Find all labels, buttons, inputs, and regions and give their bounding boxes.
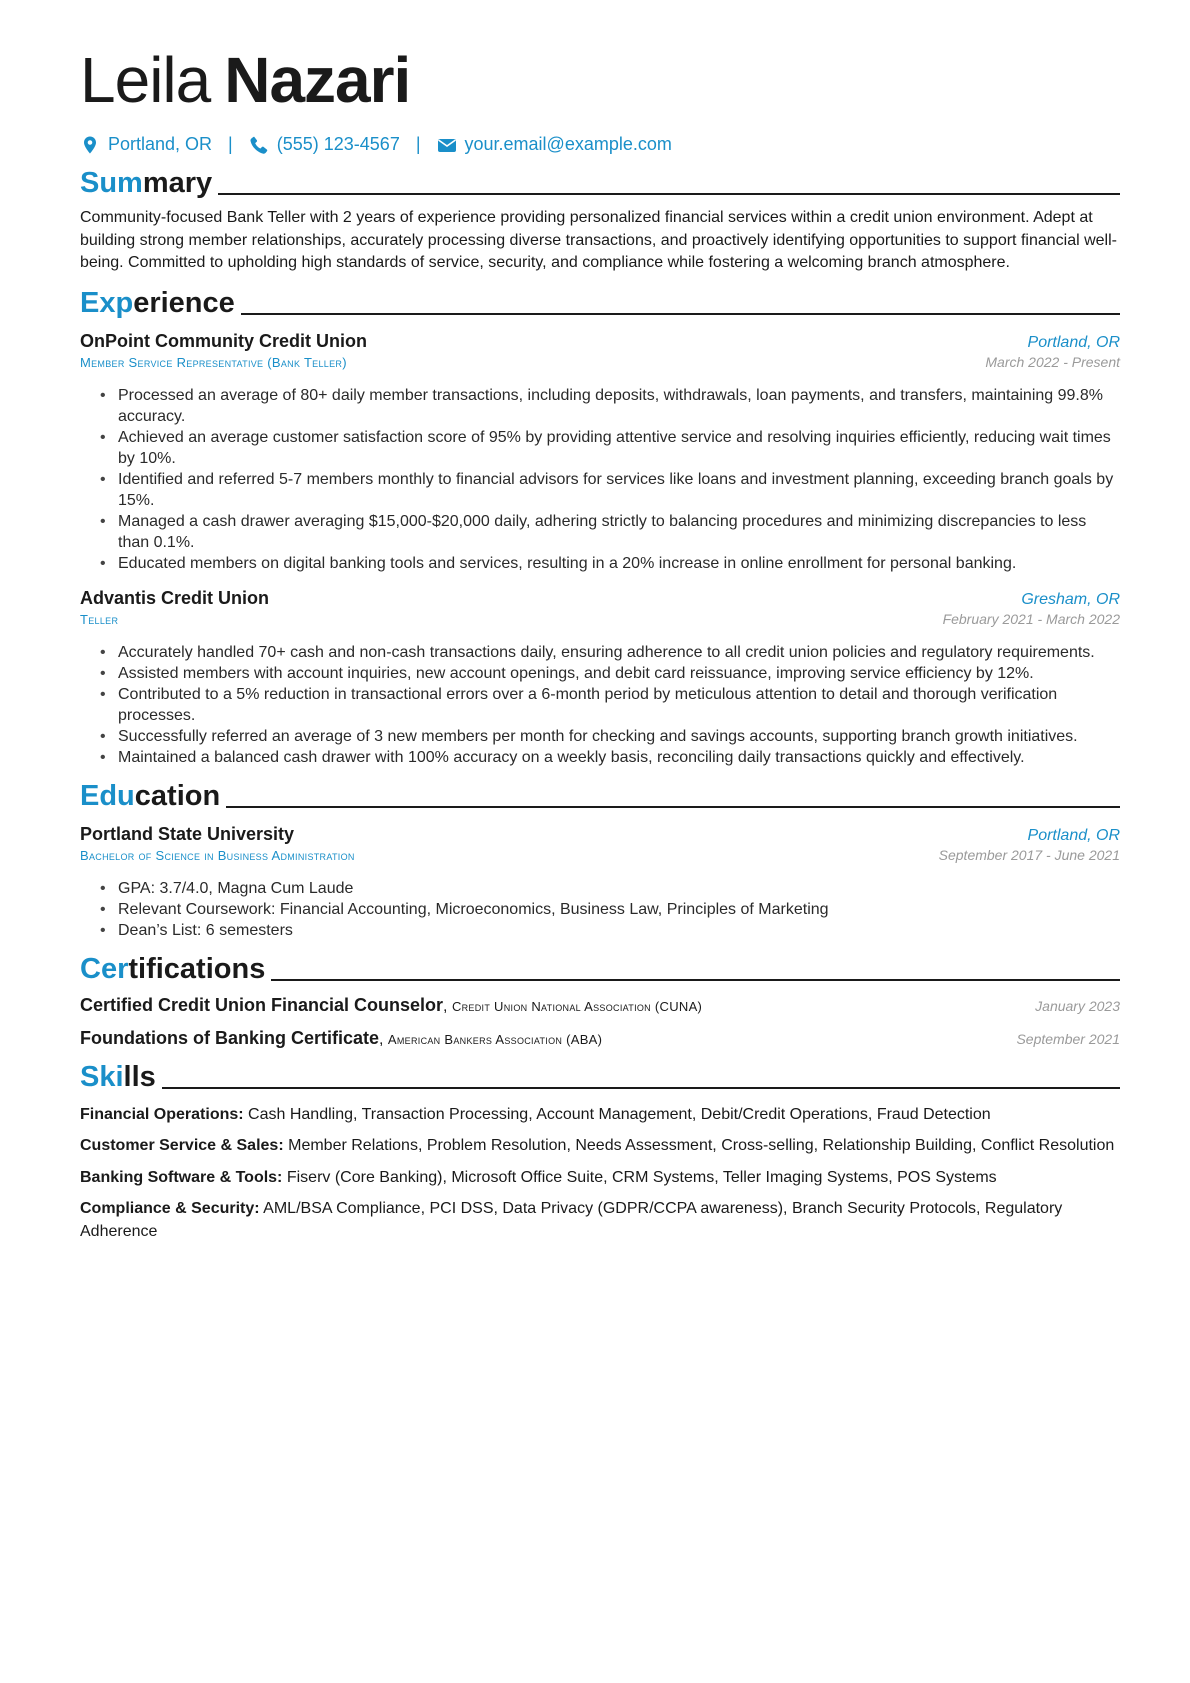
list-item: • Dean’s List: 6 semesters	[100, 920, 1120, 941]
certification-item: Foundations of Banking Certificate, American Bankers Association (ABA) September 2021	[80, 1027, 1120, 1048]
email-link: your.email@example.com	[464, 134, 672, 154]
job-dates: March 2022 - Present	[985, 353, 1120, 370]
section-education-heading	[80, 774, 1120, 814]
certification-name: Certified Credit Union Financial Counselor	[80, 994, 444, 1015]
job-title: Member Service Representative (Bank Teller)	[80, 354, 347, 370]
list-item: • Contributed to a 5% reduction in transactional errors over a 6-month period by meticulous attention to detail and thorough verification processes.	[100, 684, 1120, 726]
certification-date: September 2021	[1016, 1030, 1120, 1047]
skill-category: Compliance & Security:	[80, 1200, 260, 1217]
certification-issuer: Credit Union National Association (CUNA)	[451, 998, 703, 1014]
experience-entry	[80, 586, 1120, 768]
map-pin-icon	[80, 135, 100, 155]
list-item: • Educated members on digital banking tools and services, resulting in a 20% increase in online enrollment for personal banking.	[100, 553, 1120, 574]
skill-values: Member Relations, Problem Resolution, Needs Assessment, Cross-selling, Relationship Building, Conflict Resolution	[288, 1137, 1115, 1154]
resume-page	[80, 40, 1120, 1243]
skill-row	[80, 1135, 1120, 1158]
school-name: Portland State University	[80, 823, 295, 844]
contact-phone[interactable]	[249, 134, 400, 155]
summary-text: Community-focused Bank Teller with 2 years of experience providing personalized financial services within a credit union environment. Adept at building strong member relationships, accurately processing diverse transactions, and proactively identifying opportunities to support financial well-being. Committed to upholding high standards of service, security, and compliance while fostering a welcoming branch atmosphere.	[80, 209, 1117, 271]
bullet-list	[80, 385, 1120, 574]
list-item: • GPA: 3.7/4.0, Magna Cum Laude	[100, 878, 1120, 899]
list-item: • Maintained a balanced cash drawer with 100% accuracy on a weekly basis, reconciling daily transactions quickly and effectively.	[100, 747, 1120, 768]
section-summary-heading	[80, 161, 1120, 201]
candidate-name	[80, 40, 1120, 120]
bullet-list	[80, 642, 1120, 768]
list-item: • Relevant Coursework: Financial Accounting, Microeconomics, Business Law, Principles of Marketing	[100, 899, 1120, 920]
certification-date: January 2023	[1035, 997, 1120, 1014]
contact-separator: |	[415, 134, 421, 154]
skill-category: Financial Operations:	[80, 1105, 244, 1123]
contact-separator: |	[228, 134, 233, 154]
certification-item: Certified Credit Union Financial Counselor, Credit Union National Association (CUNA) January 2023	[80, 994, 1120, 1015]
contact-bar	[80, 134, 1120, 155]
section-divider	[241, 313, 1120, 315]
section-certifications-heading	[80, 947, 1120, 987]
last-name: Nazari	[224, 44, 411, 116]
skill-values: Cash Handling, Transaction Processing, Account Management, Debit/Credit Operations, Fraud Detection	[248, 1105, 991, 1123]
section-divider	[218, 193, 1120, 195]
employer-name: Advantis Credit Union	[80, 587, 270, 608]
section-title: Education	[80, 779, 221, 812]
skill-category: Customer Service & Sales:	[80, 1137, 284, 1154]
list-item: • Managed a cash drawer averaging $15,000-$20,000 daily, adhering strictly to balancing procedures and minimizing discrepancies to less than 0.1%.	[100, 511, 1120, 553]
job-title: Teller	[80, 611, 119, 627]
skill-category: Banking Software & Tools:	[80, 1168, 283, 1186]
employer-location: Portland, OR	[1027, 333, 1120, 351]
education-dates: September 2017 - June 2021	[938, 846, 1120, 863]
section-divider	[162, 1087, 1120, 1089]
skill-row	[80, 1167, 1120, 1190]
first-name: Leila	[80, 44, 211, 116]
experience-entry	[80, 329, 1120, 574]
degree-title: Bachelor of Science in Business Administration	[80, 847, 355, 863]
section-title: Summary	[80, 167, 213, 199]
skill-values: AML/BSA Compliance, PCI DSS, Data Privacy (GDPR/CCPA awareness), Branch Security Protocols, Regulatory Adherence	[80, 1200, 1063, 1240]
contact-location	[80, 134, 212, 155]
employer-name: OnPoint Community Credit Union	[80, 330, 367, 351]
list-item: • Achieved an average customer satisfaction score of 95% by providing attentive service and resolving inquiries efficiently, reducing wait times by 10%.	[100, 427, 1120, 469]
list-item: • Identified and referred 5-7 members monthly to financial advisors for services like loans and investment planning, exceeding branch goals by 15%.	[100, 469, 1120, 511]
section-divider	[226, 806, 1120, 808]
section-title: Certifications	[80, 952, 266, 985]
skill-row	[80, 1198, 1120, 1243]
envelope-icon	[437, 135, 457, 155]
section-skills-heading	[80, 1055, 1120, 1095]
employer-location: Gresham, OR	[1021, 590, 1120, 608]
phone-text: (555) 123-4567	[276, 134, 400, 154]
section-divider	[271, 979, 1120, 981]
job-dates: February 2021 - March 2022	[942, 610, 1120, 627]
certification-name: Foundations of Banking Certificate	[80, 1027, 380, 1048]
section-title: Skills	[80, 1060, 156, 1093]
skill-row	[80, 1104, 1120, 1127]
list-item: • Processed an average of 80+ daily member transactions, including deposits, withdrawals, loan payments, and transfers, maintaining 99.8% accuracy.	[100, 385, 1120, 427]
phone-icon	[249, 135, 269, 155]
section-experience-heading	[80, 281, 1120, 321]
list-item: • Accurately handled 70+ cash and non-cash transactions daily, ensuring adherence to all credit union policies and regulatory requirements.	[100, 642, 1120, 663]
location-text: Portland, OR	[108, 134, 213, 154]
school-location: Portland, OR	[1027, 826, 1120, 844]
list-item: • Successfully referred an average of 3 new members per month for checking and savings accounts, supporting branch growth initiatives.	[100, 726, 1120, 747]
contact-email[interactable]	[437, 134, 672, 155]
certification-issuer: American Bankers Association (ABA)	[387, 1031, 603, 1047]
skill-values: Fiserv (Core Banking), Microsoft Office Suite, CRM Systems, Teller Imaging Systems, POS Systems	[286, 1168, 997, 1186]
education-entry	[80, 822, 1120, 941]
section-title: Experience	[80, 286, 235, 319]
bullet-list	[80, 878, 1120, 941]
list-item: • Assisted members with account inquiries, new account openings, and debit card reissuance, improving service efficiency by 12%.	[100, 663, 1120, 684]
